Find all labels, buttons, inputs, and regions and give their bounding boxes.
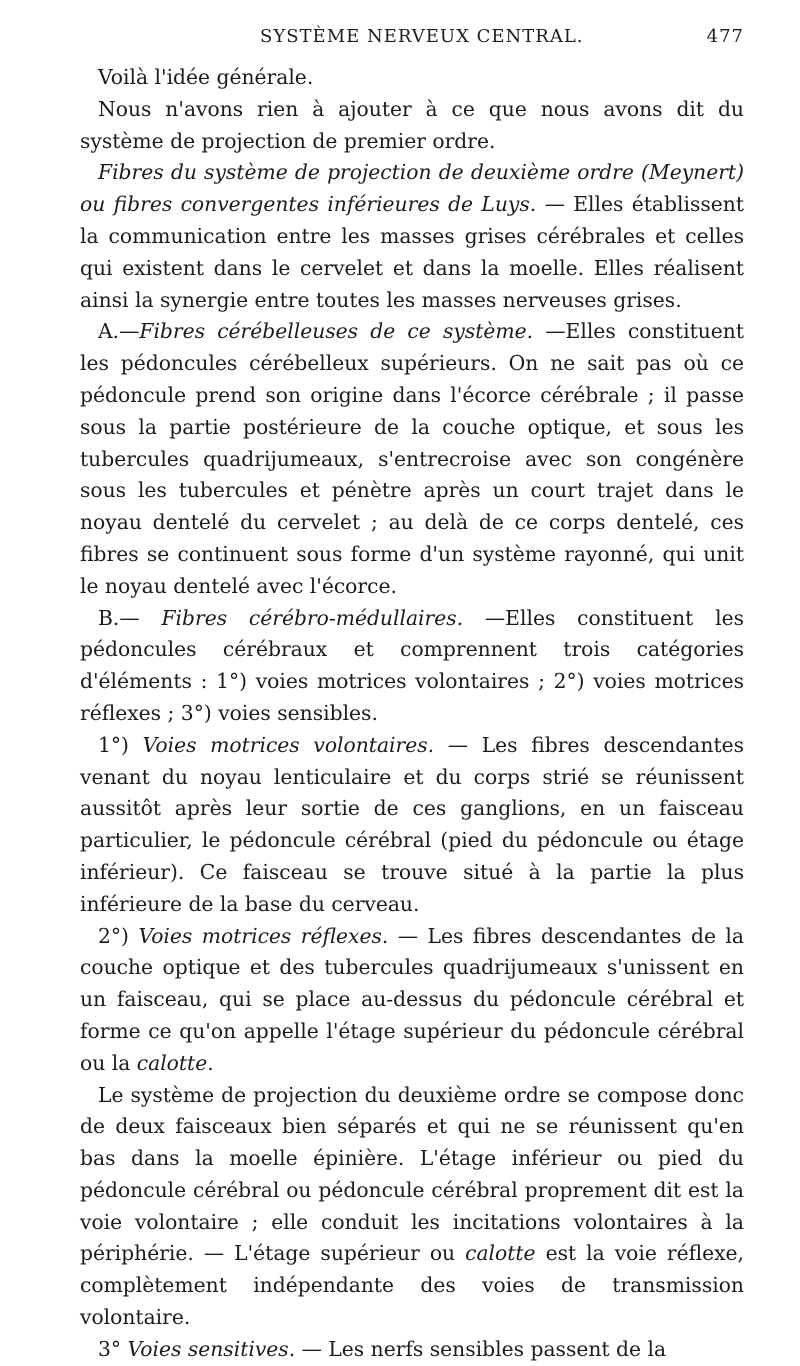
paragraph-lead: Fibres du système de projection de deuxième ordre (Meynert) ou fibres convergentes inférieures de Luys. <box>80 160 744 217</box>
paragraph-2 <box>80 94 744 158</box>
paragraph-6 <box>80 730 744 921</box>
paragraph-text: — Elles établissent la communication entre les masses grises cérébrales et celles qui existent dans le cervelet et dans la moelle. Elles réalisent ainsi la synergie entre toutes les masses nerveuses grises. <box>80 192 744 312</box>
body-text <box>80 62 744 1366</box>
paragraph-text: Le système de projection du deuxième ordre se compose donc de deux faisceaux bien séparés et qui ne se réunissent qu'en bas dans la moelle épinière. L'étage inférieur ou pied du pédoncule cérébral ou pédoncule cérébral proprement dit est la voie volontaire ; elle conduit les incitations volontaires à la périphérie. — L'étage supérieur ou <box>80 1082 744 1266</box>
paragraph-text: —Elles constituent les pédoncules cérébraux et comprennent trois catégories d'éléments : 1°) voies motrices volontaires ; 2°) voies motrices réflexes ; 3°) voies sensibles. <box>80 605 744 725</box>
paragraph-4 <box>80 316 744 602</box>
running-title: SYSTÈME NERVEUX CENTRAL. <box>260 26 584 47</box>
paragraph-prefix: B.— <box>98 605 162 630</box>
paragraph-text: Voilà l'idée générale. <box>98 65 314 89</box>
paragraph-prefix: 2°) <box>98 923 139 948</box>
paragraph-tail: est la voie réflexe, complètement indépendante des voies de transmission volontaire. <box>80 1241 744 1330</box>
paragraph-tail-italic: calotte <box>136 1050 208 1075</box>
page-number: 477 <box>706 26 744 47</box>
paragraph-tail: . <box>207 1050 214 1075</box>
paragraph-prefix: 1°) <box>98 732 143 757</box>
paragraph-5 <box>80 603 744 730</box>
paragraph-text: Nous n'avons rien à ajouter à ce que nous avons dit du système de projection de premier ordre. <box>80 96 744 153</box>
paragraph-prefix: A.— <box>98 319 140 344</box>
paragraph-3 <box>80 157 744 316</box>
paragraph-text: — Les fibres descendantes de la couche optique et des tubercules quadrijumeaux s'unissent en un faisceau, qui se place au-dessus du pédoncule cérébral et forme ce qu'on appelle l'étage supérieur du pédoncule cérébral ou la <box>80 923 745 1075</box>
paragraph-lead: Fibres cérébro-médullaires. <box>161 605 464 630</box>
paragraph-7 <box>80 921 744 1080</box>
paragraph-text: —Elles constituent les pédoncules cérébelleux supérieurs. On ne sait pas où ce pédoncule prend son origine dans l'écorce cérébrale ; il passe sous la partie postérieure de la couche optique, et sous les tubercules quadrijumeaux, s'entrecroise avec son congénère sous les tubercules et pénètre après un court trajet dans le noyau dentelé du cervelet ; au delà de ce corps dentelé, ces fibres se continuent sous forme d'un système rayonné, qui unit le noyau dentelé avec l'écorce. <box>80 319 744 598</box>
page-header <box>80 26 744 62</box>
paragraph-lead: Voies motrices volontaires. <box>142 732 435 757</box>
paragraph-lead: Voies sensitives. <box>127 1336 296 1361</box>
paragraph-8 <box>80 1080 744 1334</box>
paragraph-text: — Les fibres descendantes venant du noyau lenticulaire et du corps strié se réunissent aussitôt après leur sortie de ces ganglions, en un faisceau particulier, le pédoncule cérébral (pied du pédoncule ou étage inférieur). Ce faisceau se trouve situé à la partie la plus inférieure de la base du cerveau. <box>80 732 745 916</box>
paragraph-tail-italic: calotte <box>465 1241 536 1266</box>
page <box>80 26 744 1366</box>
paragraph-prefix: 3° <box>98 1336 128 1361</box>
paragraph-1 <box>80 62 744 94</box>
paragraph-text: — Les nerfs sensibles passent de la <box>295 1336 667 1361</box>
paragraph-9 <box>80 1334 744 1366</box>
paragraph-lead: Fibres cérébelleuses de ce système. <box>139 319 534 344</box>
paragraph-lead: Voies motrices réflexes. <box>138 923 389 948</box>
